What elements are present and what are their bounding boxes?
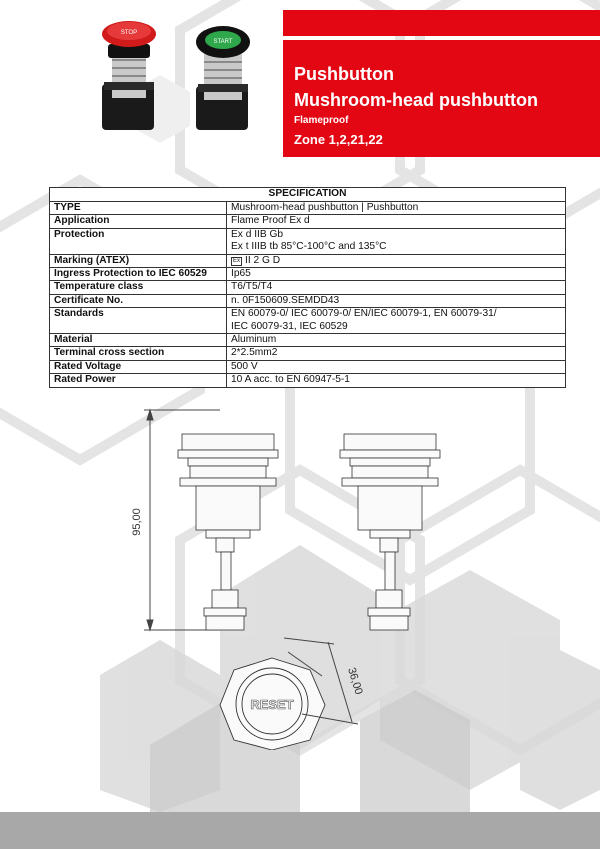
spec-rows bbox=[50, 202, 566, 388]
spec-row bbox=[50, 254, 566, 267]
spec-value-line: EN 60079-0/ IEC 60079-0/ EN/IEC 60079-1, EN 60079-31/ bbox=[231, 308, 497, 320]
spec-label: Temperature class bbox=[50, 281, 227, 294]
spec-value-line: n. 0F150609.SEMDD43 bbox=[231, 294, 340, 306]
spec-value bbox=[227, 202, 566, 215]
spec-value bbox=[227, 360, 566, 373]
spec-value bbox=[227, 254, 566, 267]
stop-label: STOP bbox=[120, 30, 138, 36]
spec-row bbox=[50, 334, 566, 347]
spec-label: Ingress Protection to IEC 60529 bbox=[50, 268, 227, 281]
reset-cap-label: RESET bbox=[250, 697, 294, 712]
spec-row bbox=[50, 347, 566, 360]
width-dimension: 36,00 bbox=[345, 666, 365, 697]
technical-drawing bbox=[120, 400, 460, 750]
spec-value bbox=[227, 347, 566, 360]
spec-value bbox=[227, 374, 566, 387]
spec-label: Certificate No. bbox=[50, 294, 227, 307]
spec-value-line: Flame Proof Ex d bbox=[231, 215, 310, 227]
spec-heading: SPECIFICATION bbox=[50, 188, 566, 202]
spec-value-line: Ex d IIB Gb bbox=[231, 228, 284, 240]
spec-value-line: 2*2.5mm2 bbox=[231, 347, 278, 359]
spec-value bbox=[227, 281, 566, 294]
spec-value-line bbox=[231, 255, 561, 267]
spec-label: Rated Voltage bbox=[50, 360, 227, 373]
spec-row bbox=[50, 268, 566, 281]
specification-table bbox=[49, 187, 566, 388]
spec-label: Terminal cross section bbox=[50, 347, 227, 360]
spec-row bbox=[50, 281, 566, 294]
spec-label: Material bbox=[50, 334, 227, 347]
spec-value bbox=[227, 308, 566, 334]
product-subtitle: Mushroom-head pushbutton bbox=[294, 90, 538, 110]
spec-row bbox=[50, 202, 566, 215]
spec-row bbox=[50, 374, 566, 387]
spec-value-line: Mushroom-head pushbutton | Pushbutton bbox=[231, 202, 419, 213]
spec-row bbox=[50, 215, 566, 228]
spec-value-line: Aluminum bbox=[231, 334, 277, 346]
spec-label: TYPE bbox=[50, 202, 227, 215]
spec-value bbox=[227, 228, 566, 254]
height-dimension: 95,00 bbox=[131, 508, 143, 536]
spec-row bbox=[50, 360, 566, 373]
spec-value-line: T6/T5/T4 bbox=[231, 281, 273, 293]
spec-value-line: 10 A acc. to EN 60947-5-1 bbox=[231, 374, 350, 386]
spec-row bbox=[50, 294, 566, 307]
spec-value bbox=[227, 294, 566, 307]
header-accent-bar bbox=[283, 10, 600, 36]
footer-bar bbox=[0, 812, 600, 849]
spec-label: Marking (ATEX) bbox=[50, 254, 227, 267]
spec-label: Standards bbox=[50, 308, 227, 334]
zone-label: Zone 1,2,21,22 bbox=[294, 132, 383, 147]
spec-value bbox=[227, 268, 566, 281]
spec-label: Application bbox=[50, 215, 227, 228]
spec-row bbox=[50, 308, 566, 334]
ex-hexagon-icon: Ex bbox=[233, 257, 241, 264]
header-panel bbox=[283, 40, 600, 157]
product-title: Pushbutton bbox=[294, 64, 394, 84]
atex-marking-text: II 2 G D bbox=[245, 254, 281, 266]
spec-value bbox=[227, 334, 566, 347]
spec-value-line: Ip65 bbox=[231, 268, 251, 280]
product-category: Flameproof bbox=[294, 115, 349, 126]
spec-value-line: 500 V bbox=[231, 360, 258, 372]
spec-value bbox=[227, 215, 566, 228]
spec-label: Protection bbox=[50, 228, 227, 254]
spec-value-line: Ex t IIIB tb 85°C-100°C and 135°C bbox=[231, 241, 387, 253]
stop-pushbutton-photo bbox=[90, 10, 168, 150]
spec-label: Rated Power bbox=[50, 374, 227, 387]
start-pushbutton-photo bbox=[184, 10, 262, 150]
spec-value-line: IEC 60079-31, IEC 60529 bbox=[231, 320, 348, 332]
start-label: START bbox=[213, 39, 233, 45]
spec-row bbox=[50, 228, 566, 254]
